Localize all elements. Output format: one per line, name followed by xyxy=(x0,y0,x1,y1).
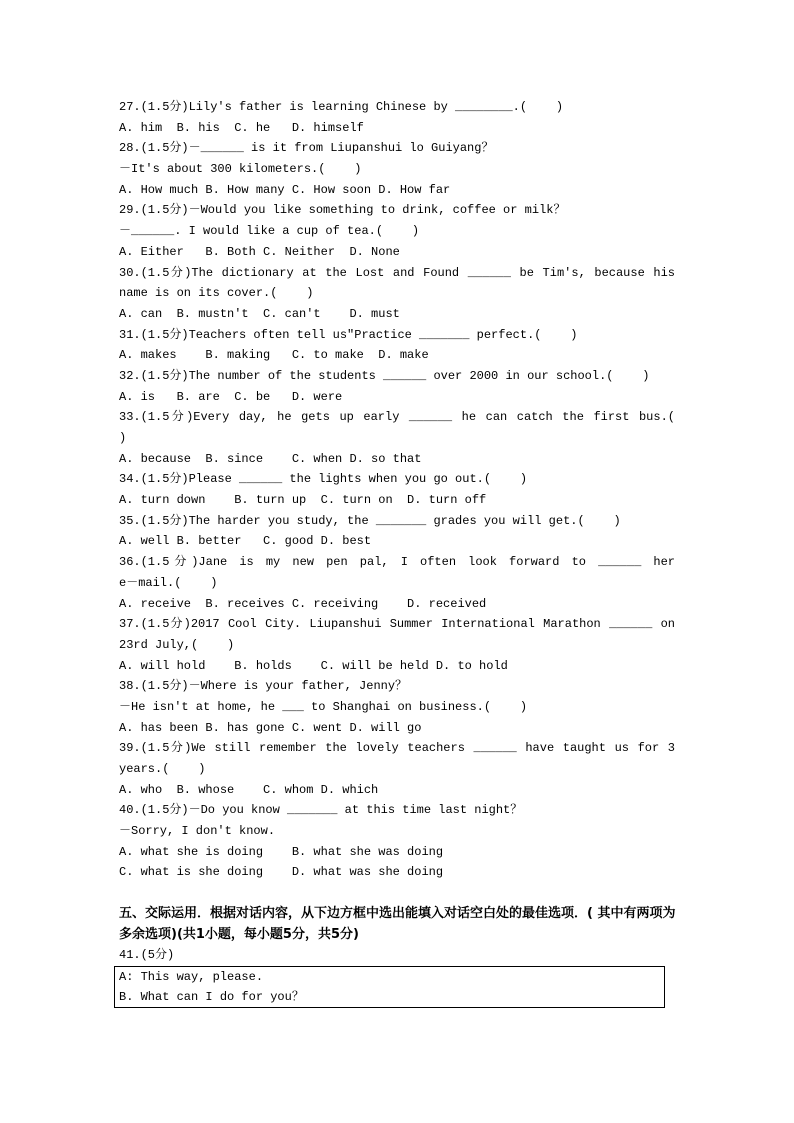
question-line: A. makes B. making C. to make D. make xyxy=(119,348,429,363)
question-text: 27.(1.5分)Lily's father is learning Chinese by ________.( ) xyxy=(119,100,564,114)
question-block xyxy=(119,97,675,138)
question-line: A. him B. his C. he D. himself xyxy=(119,120,364,135)
question-line: C. what is she doing D. what was she doing xyxy=(119,865,444,880)
question-line: ) xyxy=(119,431,127,445)
question-line: A. Either B. Both C. Neither D. None xyxy=(119,244,400,259)
question-text: 37.(1.5分)2017 Cool City. Liupanshui Summer International Marathon ______ on xyxy=(119,617,675,632)
question-line: A. How much B. How many C. How soon D. How far xyxy=(119,182,451,197)
question-line: 23rd July,( ) xyxy=(119,637,235,652)
exam-page xyxy=(119,97,675,1008)
question-line: A. because B. since C. when D. so that xyxy=(119,451,422,466)
question-text: 35.(1.5分)The harder you study, the _______ grades you will get.( ) xyxy=(119,513,621,528)
box-line: B. What can I do for you？ xyxy=(119,990,304,1005)
question-line: A. has been B. has gone C. went D. will go xyxy=(119,720,422,735)
question-text: 30.(1.5分)The dictionary at the Lost and Found ______ be Tim's, because his xyxy=(119,265,675,280)
question-line: A. well B. better C. good D. best xyxy=(119,534,372,549)
question-text: 36.(1.5分)Jane is my new pen pal, I often look forward to ______ her xyxy=(119,555,675,570)
question-line: A. turn down B. turn up C. turn on D. turn off xyxy=(119,493,487,508)
box-line: A: This way, please. xyxy=(119,969,264,984)
question-block xyxy=(119,552,675,614)
dialogue-option-box xyxy=(114,966,665,1008)
question-line: A. what she is doing B. what she was doing xyxy=(119,844,444,859)
section-heading: 五、交际运用．根据对话内容，从下边方框中选出能填入对话空白处的最佳选项．( 其中有两项为多余选项)(共1小题，每小题5分，共5分) xyxy=(119,906,676,943)
question-block xyxy=(119,511,675,552)
question-text: 40.(1.5分)－Do you know _______ at this time last night？ xyxy=(119,803,523,818)
question-41-label: 41.(5分) xyxy=(119,948,175,963)
question-text: 28.(1.5分)－______ is it from Liupanshui lo Guiyang？ xyxy=(119,141,494,156)
question-block xyxy=(119,407,675,469)
question-line: －He isn't at home, he ___ to Shanghai on business.( ) xyxy=(119,699,528,714)
question-block xyxy=(119,676,675,738)
question-block xyxy=(119,366,675,407)
question-block xyxy=(119,469,675,510)
question-line: A. receive B. receives C. receiving D. received xyxy=(119,596,487,611)
question-line: A. can B. mustn't C. can't D. must xyxy=(119,306,400,321)
question-line: －It's about 300 kilometers.( ) xyxy=(119,162,362,177)
question-block xyxy=(119,614,675,676)
question-line: A. is B. are C. be D. were xyxy=(119,389,343,404)
question-block xyxy=(119,200,675,262)
question-text: 31.(1.5分)Teachers often tell us"Practice _______ perfect.( ) xyxy=(119,327,578,342)
question-line: years.( ) xyxy=(119,762,206,776)
question-line: －Sorry, I don't know. xyxy=(119,824,276,839)
question-text: 32.(1.5分)The number of the students ______ over 2000 in our school.( ) xyxy=(119,368,650,383)
question-line: name is on its cover.( ) xyxy=(119,286,314,301)
question-line: A. who B. whose C. whom D. which xyxy=(119,782,379,797)
question-line: －______. I would like a cup of tea.( ) xyxy=(119,224,420,239)
question-block xyxy=(119,738,675,800)
question-text: 34.(1.5分)Please ______ the lights when you go out.( ) xyxy=(119,472,528,487)
question-text: 38.(1.5分)－Where is your father, Jenny？ xyxy=(119,679,408,694)
question-block xyxy=(119,325,675,366)
question-text: 39.(1.5分)We still remember the lovely teachers ______ have taught us for 3 xyxy=(119,741,675,756)
question-line: A. will hold B. holds C. will be held D. to hold xyxy=(119,658,508,673)
question-text: 29.(1.5分)－Would you like something to drink, coffee or milk？ xyxy=(119,203,566,218)
question-line: e－mail.( ) xyxy=(119,575,218,590)
question-list xyxy=(119,97,675,883)
spacer xyxy=(119,883,675,903)
question-block xyxy=(119,263,675,325)
question-block xyxy=(119,138,675,200)
question-block xyxy=(119,800,675,883)
question-text: 33.(1.5分)Every day, he gets up early ______ he can catch the first bus.( xyxy=(119,410,675,425)
